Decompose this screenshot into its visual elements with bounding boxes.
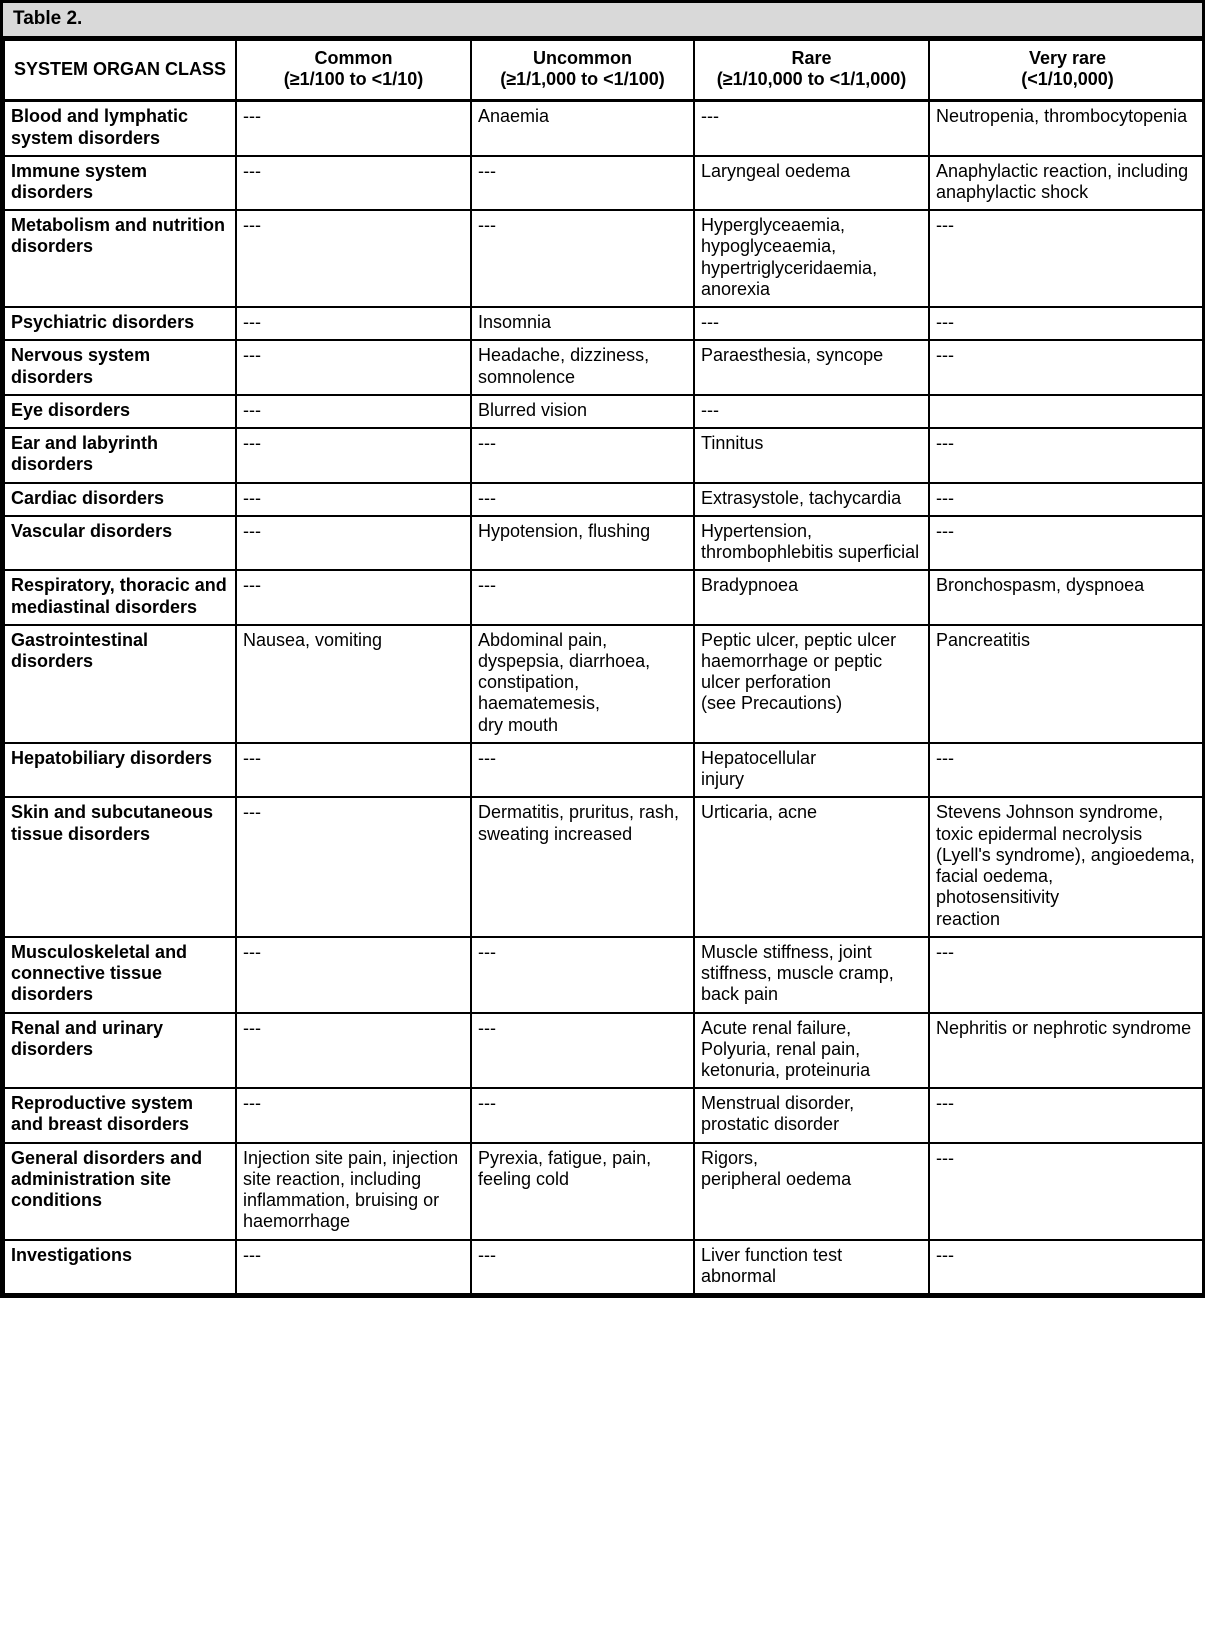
column-header-label: SYSTEM ORGAN CLASS [13,58,227,79]
column-header-frequency: (≥1/1,000 to <1/100) [500,69,665,90]
cell-rare: Menstrual disorder, prostatic disorder [694,1088,929,1142]
column-header-uncommon [471,40,694,101]
table-row [4,210,1205,307]
cell-very-rare: --- [929,937,1205,1013]
cell-system-organ-class: Cardiac disorders [4,483,236,516]
table-caption-text: Table 2. [13,8,83,29]
cell-system-organ-class: Blood and lymphatic system disorders [4,101,236,156]
cell-rare: Paraesthesia, syncope [694,340,929,394]
cell-rare: Acute renal failure, Polyuria, renal pain, ketonuria, proteinuria [694,1013,929,1089]
cell-uncommon: Abdominal pain, dyspepsia, diarrhoea, constipation, haematemesis, dry mouth [471,625,694,743]
cell-system-organ-class: Hepatobiliary disorders [4,743,236,797]
cell-common: --- [236,101,471,156]
column-header-common [236,40,471,101]
table-row [4,570,1205,624]
table-row [4,483,1205,516]
cell-common: --- [236,516,471,570]
column-header-frequency: (≥1/10,000 to <1/1,000) [716,69,907,90]
cell-system-organ-class: Psychiatric disorders [4,307,236,340]
cell-system-organ-class: Respiratory, thoracic and mediastinal disorders [4,570,236,624]
cell-rare: Peptic ulcer, peptic ulcer haemorrhage or peptic ulcer perforation (see Precautions) [694,625,929,743]
table-row [4,428,1205,482]
table-row [4,1143,1205,1240]
column-header-system-organ-class [4,40,236,101]
cell-system-organ-class: Renal and urinary disorders [4,1013,236,1089]
cell-common: Injection site pain, injection site reaction, including inflammation, bruising or haemorrhage [236,1143,471,1240]
cell-uncommon: --- [471,483,694,516]
cell-uncommon: Insomnia [471,307,694,340]
cell-uncommon: Headache, dizziness, somnolence [471,340,694,394]
cell-very-rare: --- [929,307,1205,340]
cell-very-rare: --- [929,516,1205,570]
cell-common: --- [236,1240,471,1294]
table-caption [3,3,1202,39]
cell-very-rare: Anaphylactic reaction, including anaphylactic shock [929,156,1205,210]
cell-common: --- [236,570,471,624]
cell-system-organ-class: Musculoskeletal and connective tissue disorders [4,937,236,1013]
cell-rare: Hepatocellular injury [694,743,929,797]
cell-system-organ-class: Skin and subcutaneous tissue disorders [4,797,236,936]
table-row [4,101,1205,156]
cell-uncommon: Hypotension, flushing [471,516,694,570]
table-row [4,307,1205,340]
cell-system-organ-class: Eye disorders [4,395,236,428]
column-header-label: Rare [791,47,832,68]
cell-uncommon: --- [471,743,694,797]
table-row [4,797,1205,936]
cell-very-rare: --- [929,210,1205,307]
cell-uncommon: --- [471,428,694,482]
cell-very-rare: --- [929,340,1205,394]
cell-common: --- [236,307,471,340]
cell-rare: Liver function test abnormal [694,1240,929,1294]
table-row [4,1240,1205,1294]
table-row [4,625,1205,743]
cell-system-organ-class: General disorders and administration site conditions [4,1143,236,1240]
cell-system-organ-class: Ear and labyrinth disorders [4,428,236,482]
cell-uncommon: --- [471,1013,694,1089]
column-header-rare [694,40,929,101]
cell-uncommon: --- [471,1240,694,1294]
cell-uncommon: Dermatitis, pruritus, rash, sweating increased [471,797,694,936]
cell-very-rare: Pancreatitis [929,625,1205,743]
cell-uncommon: Anaemia [471,101,694,156]
cell-uncommon: --- [471,210,694,307]
cell-very-rare: --- [929,1088,1205,1142]
table-body [4,101,1205,1294]
cell-common: Nausea, vomiting [236,625,471,743]
cell-rare: Rigors, peripheral oedema [694,1143,929,1240]
cell-system-organ-class: Metabolism and nutrition disorders [4,210,236,307]
cell-very-rare: --- [929,1143,1205,1240]
cell-very-rare: --- [929,428,1205,482]
cell-rare: --- [694,101,929,156]
cell-common: --- [236,937,471,1013]
adverse-reactions-table [3,39,1205,1295]
cell-rare: Urticaria, acne [694,797,929,936]
table-row [4,937,1205,1013]
table-row [4,156,1205,210]
table-row [4,1013,1205,1089]
table-row [4,516,1205,570]
cell-system-organ-class: Vascular disorders [4,516,236,570]
cell-common: --- [236,428,471,482]
cell-uncommon: --- [471,156,694,210]
column-header-frequency: (≥1/100 to <1/10) [283,69,424,90]
cell-system-organ-class: Gastrointestinal disorders [4,625,236,743]
cell-rare: Hyperglyceaemia, hypoglyceaemia, hypertriglyceridaemia, anorexia [694,210,929,307]
cell-common: --- [236,483,471,516]
column-header-very-rare [929,40,1205,101]
column-header-label: Very rare [1028,47,1107,68]
cell-common: --- [236,340,471,394]
cell-rare: Laryngeal oedema [694,156,929,210]
table-row [4,1088,1205,1142]
cell-rare: Hypertension, thrombophlebitis superficial [694,516,929,570]
cell-uncommon: --- [471,1088,694,1142]
cell-system-organ-class: Reproductive system and breast disorders [4,1088,236,1142]
cell-very-rare: Stevens Johnson syndrome, toxic epidermal necrolysis (Lyell's syndrome), angioedema, facial oedema, photosensitivity reaction [929,797,1205,936]
cell-rare: --- [694,395,929,428]
table-row [4,340,1205,394]
cell-very-rare [929,395,1205,428]
cell-common: --- [236,210,471,307]
cell-rare: Muscle stiffness, joint stiffness, muscle cramp, back pain [694,937,929,1013]
cell-uncommon: --- [471,570,694,624]
cell-common: --- [236,743,471,797]
cell-common: --- [236,395,471,428]
cell-very-rare: --- [929,743,1205,797]
cell-uncommon: Pyrexia, fatigue, pain, feeling cold [471,1143,694,1240]
cell-very-rare: Neutropenia, thrombocytopenia [929,101,1205,156]
cell-common: --- [236,797,471,936]
cell-uncommon: --- [471,937,694,1013]
column-header-frequency: (<1/10,000) [1021,69,1114,90]
cell-rare: Extrasystole, tachycardia [694,483,929,516]
column-header-label: Uncommon [533,47,632,68]
table-header-row [4,40,1205,101]
cell-rare: Bradypnoea [694,570,929,624]
cell-common: --- [236,1013,471,1089]
cell-rare: Tinnitus [694,428,929,482]
cell-system-organ-class: Investigations [4,1240,236,1294]
cell-rare: --- [694,307,929,340]
table-row [4,743,1205,797]
cell-system-organ-class: Immune system disorders [4,156,236,210]
cell-very-rare: Nephritis or nephrotic syndrome [929,1013,1205,1089]
cell-very-rare: --- [929,1240,1205,1294]
table-row [4,395,1205,428]
column-header-label: Common [314,47,393,68]
cell-very-rare: --- [929,483,1205,516]
cell-system-organ-class: Nervous system disorders [4,340,236,394]
cell-uncommon: Blurred vision [471,395,694,428]
cell-very-rare: Bronchospasm, dyspnoea [929,570,1205,624]
cell-common: --- [236,1088,471,1142]
cell-common: --- [236,156,471,210]
